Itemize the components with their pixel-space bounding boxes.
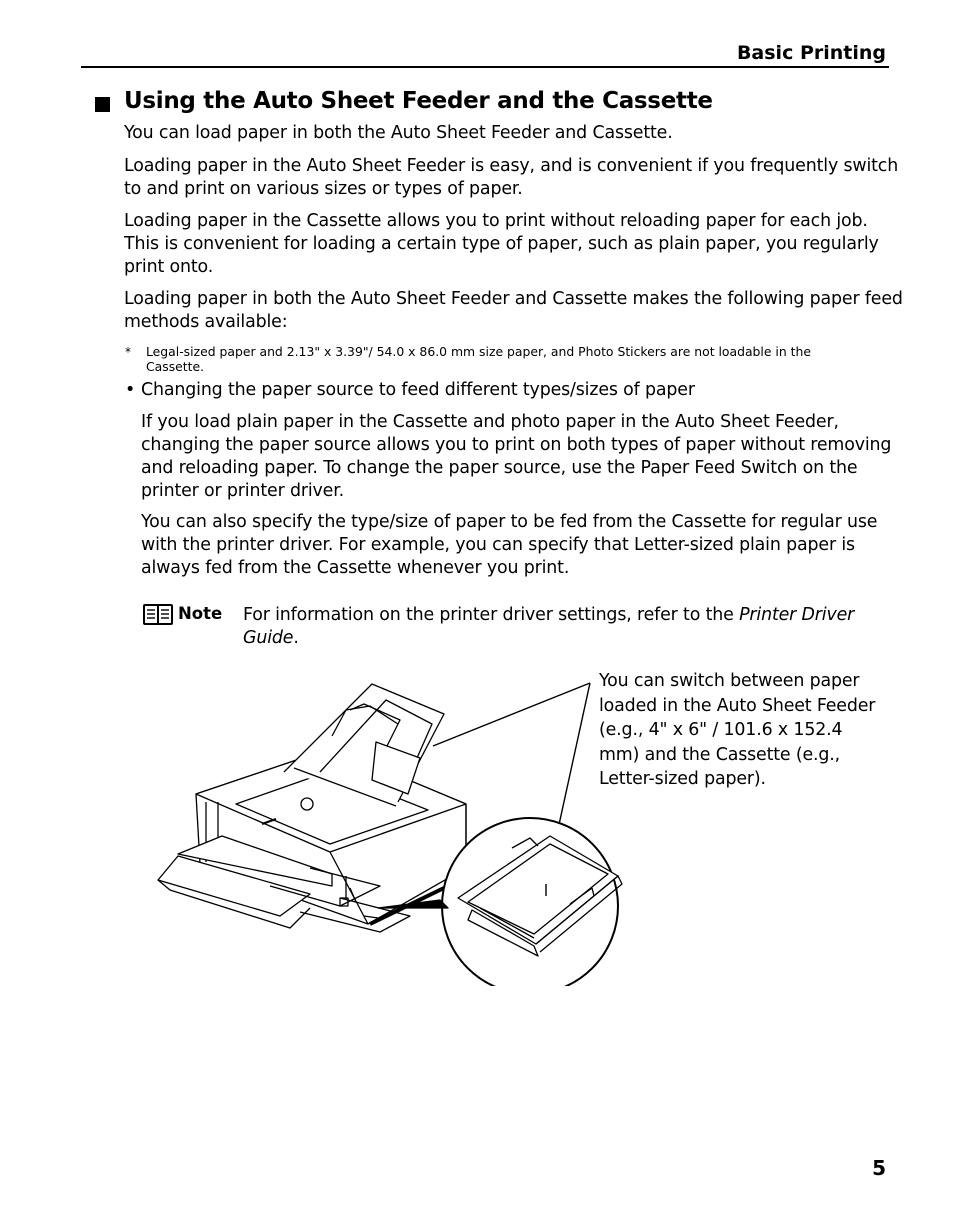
bullet-marker: • (125, 380, 136, 400)
note-text: For information on the printer driver settings, refer to the Printer Driver Guide. (243, 605, 855, 648)
paragraph-driver: You can also specify the type/size of paper to be fed from the Cassette for regular use with the printer driver. For example, you can specify that Letter-sized plain paper is always fed from the Cassette whenever you print. (141, 512, 878, 578)
paragraph-cassette: Loading paper in the Cassette allows you to print without reloading paper for each job. This is convenient for loading a certain type of paper, such as plain paper, you regularly print onto. (124, 211, 879, 277)
running-header: Basic Printing (736, 42, 886, 64)
page-number: 5 (872, 1156, 886, 1180)
note-label: Note (178, 604, 223, 623)
section-bullet-square (95, 97, 110, 112)
note-book-icon (142, 603, 174, 626)
printer-driver-guide-reference: Printer Driver Guide (243, 605, 855, 648)
printer-illustration (150, 676, 630, 986)
header-rule (81, 66, 889, 68)
paragraph-both: Loading paper in both the Auto Sheet Feeder and Cassette makes the following paper feed methods available: (124, 289, 903, 332)
footnote-text: Legal-sized paper and 2.13" x 3.39"/ 54.0 x 86.0 mm size paper, and Photo Stickers are not loadable in the Cassette. (146, 344, 811, 374)
section-title: Using the Auto Sheet Feeder and the Cassette (124, 88, 713, 114)
footnote-marker: * (125, 345, 131, 359)
paragraph-paper-source: If you load plain paper in the Cassette and photo paper in the Auto Sheet Feeder, changing the paper source allows you to print on both types of paper without removing and reloading paper. To change the paper source, use the Paper Feed Switch on the printer or printer driver. (141, 412, 892, 501)
paragraph-intro: You can load paper in both the Auto Sheet Feeder and Cassette. (124, 123, 673, 143)
callout-text: You can switch between paper loaded in the Auto Sheet Feeder (e.g., 4" x 6" / 101.6 x 152.4 mm) and the Cassette (e.g., Letter-sized paper). (599, 671, 876, 789)
paragraph-auto-sheet-feeder: Loading paper in the Auto Sheet Feeder is easy, and is convenient if you frequently switch to and print on various sizes or types of paper. (124, 156, 899, 199)
bullet-heading: Changing the paper source to feed different types/sizes of paper (141, 380, 695, 400)
